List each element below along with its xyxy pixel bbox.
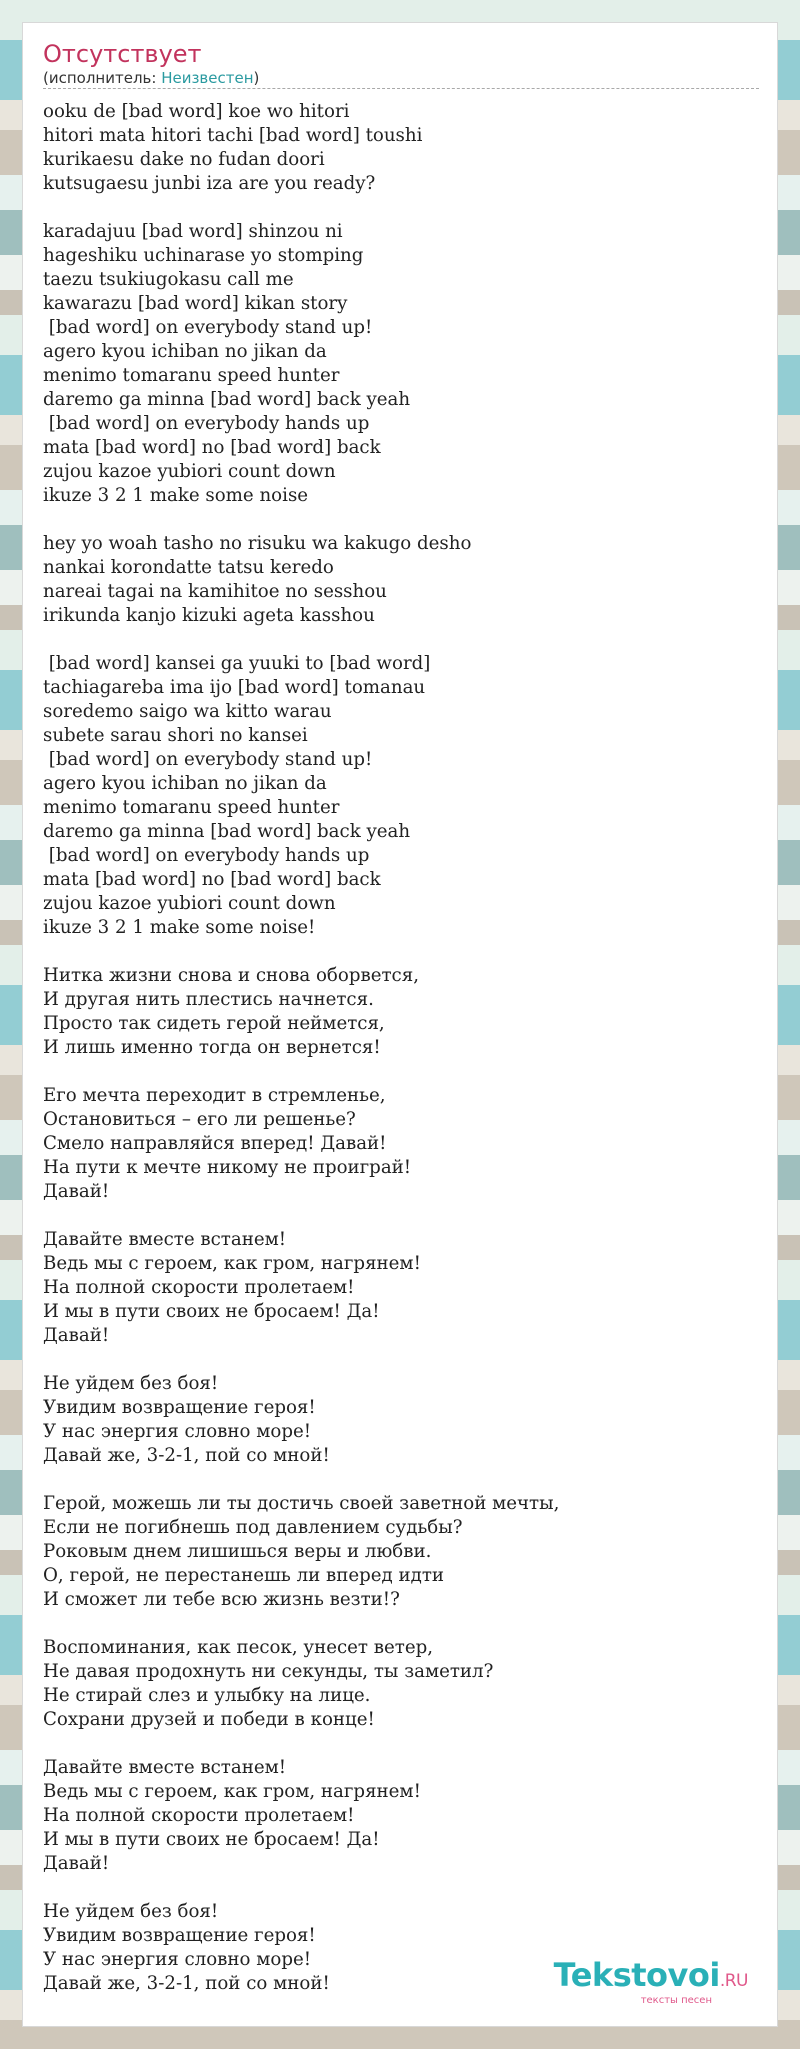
lyrics-stanza — [43, 1636, 759, 1732]
artist-link[interactable]: Неизвестен — [161, 69, 254, 87]
lyrics-line: Просто так сидеть герой неймется, — [43, 1013, 385, 1034]
lyrics-line: Воспоминания, как песок, унесет ветер, — [43, 1637, 434, 1658]
logo-tagline: тексты песен — [640, 1995, 712, 2006]
lyrics-line: nankai korondatte tatsu keredo — [43, 557, 334, 578]
lyrics-line: ikuze 3 2 1 make some noise! — [43, 917, 316, 938]
lyrics-stanza — [43, 220, 759, 508]
lyrics-line: ikuze 3 2 1 make some noise — [43, 485, 309, 506]
lyrics-line: zujou kazoe yubiori count down — [43, 893, 336, 914]
lyrics-line: soredemo saigo wa kitto warau — [43, 701, 332, 722]
lyrics-line: У нас энергия словно море! — [43, 1421, 312, 1442]
lyrics-stanza — [43, 1492, 759, 1612]
lyrics-line: Увидим возвращение героя! — [43, 1397, 316, 1418]
lyrics-line: Давайте вместе встанем! — [43, 1757, 287, 1778]
lyrics-line: Нитка жизни снова и снова оборвется, — [43, 965, 419, 986]
lyrics-line: Герой, можешь ли ты достичь своей заветной мечты, — [43, 1493, 560, 1514]
song-title: Отсутствует — [43, 40, 202, 68]
lyrics-text — [43, 100, 759, 2020]
site-logo[interactable] — [554, 1958, 748, 2006]
artist-prefix: (исполнитель: — [43, 69, 162, 87]
lyrics-line: daremo ga minna [bad word] back yeah — [43, 389, 411, 410]
lyrics-line: Не уйдем без боя! — [43, 1901, 219, 1922]
lyrics-line: kurikaesu dake no fudan doori — [43, 149, 325, 170]
lyrics-stanza — [43, 100, 759, 196]
lyrics-line: Сохрани друзей и победи в конце! — [43, 1709, 375, 1730]
lyrics-stanza — [43, 1372, 759, 1468]
song-header — [43, 40, 759, 89]
lyrics-line: agero kyou ichiban no jikan da — [43, 341, 327, 362]
artist-line — [43, 68, 759, 89]
lyrics-line: [bad word] on everybody hands up — [43, 413, 370, 434]
lyrics-line: Не уйдем без боя! — [43, 1373, 219, 1394]
lyrics-line: menimo tomaranu speed hunter — [43, 365, 340, 386]
lyrics-line: irikunda kanjo kizuki ageta kasshou — [43, 605, 375, 626]
lyrics-line: И другая нить плестись начнется. — [43, 989, 374, 1010]
lyrics-line: И лишь именно тогда он вернется! — [43, 1037, 381, 1058]
lyrics-line: Давай же, 3-2-1, пой со мной! — [43, 1445, 330, 1466]
artist-suffix: ) — [253, 69, 260, 87]
lyrics-line: mata [bad word] no [bad word] back — [43, 437, 381, 458]
lyrics-line: На полной скорости пролетаем! — [43, 1277, 355, 1298]
lyrics-line: ooku de [bad word] koe wo hitori — [43, 101, 350, 122]
lyrics-line: О, герой, не перестанешь ли вперед идти — [43, 1565, 445, 1586]
lyrics-stanza — [43, 1756, 759, 1876]
lyrics-line: Не давая продохнуть ни секунды, ты заметил? — [43, 1661, 494, 1682]
lyrics-line: Смело направляйся вперед! Давай! — [43, 1133, 387, 1154]
lyrics-line: И сможет ли тебе всю жизнь везти!? — [43, 1589, 400, 1610]
lyrics-line: Давай! — [43, 1181, 110, 1202]
lyrics-line: [bad word] on everybody hands up — [43, 845, 370, 866]
lyrics-line: nareai tagai na kamihitoe no sesshou — [43, 581, 387, 602]
lyrics-line: На полной скорости пролетаем! — [43, 1805, 355, 1826]
logo-wordmark — [554, 1958, 748, 1998]
lyrics-line: tachiagareba ima ijo [bad word] tomanau — [43, 677, 426, 698]
lyrics-line: Ведь мы с героем, как гром, нагрянем! — [43, 1781, 421, 1802]
lyrics-line: Роковым днем лишишься веры и любви. — [43, 1541, 432, 1562]
lyrics-line: kutsugaesu junbi iza are you ready? — [43, 173, 376, 194]
lyrics-line: Его мечта переходит в стремленье, — [43, 1085, 386, 1106]
lyrics-line: agero kyou ichiban no jikan da — [43, 773, 327, 794]
lyrics-line: И мы в пути своих не бросаем! Да! — [43, 1829, 380, 1850]
lyrics-stanza — [43, 532, 759, 628]
lyrics-line: Давай же, 3-2-1, пой со мной! — [43, 1973, 330, 1994]
lyrics-line: Давайте вместе встанем! — [43, 1229, 287, 1250]
lyrics-line: mata [bad word] no [bad word] back — [43, 869, 381, 890]
lyrics-stanza — [43, 964, 759, 1060]
lyrics-stanza — [43, 1228, 759, 1348]
lyrics-line: hitori mata hitori tachi [bad word] toushi — [43, 125, 423, 146]
logo-tld: .RU — [719, 1971, 748, 1991]
logo-name: Tekstovoi — [553, 1956, 720, 1994]
lyrics-line: [bad word] kansei ga yuuki to [bad word] — [43, 653, 431, 674]
lyrics-line: karadajuu [bad word] shinzou ni — [43, 221, 343, 242]
lyrics-stanza — [43, 1084, 759, 1204]
lyrics-line: Если не погибнешь под давлением судьбы? — [43, 1517, 463, 1538]
lyrics-line: На пути к мечте никому не проиграй! — [43, 1157, 412, 1178]
lyrics-line: [bad word] on everybody stand up! — [43, 317, 373, 338]
lyrics-card — [22, 22, 778, 2027]
lyrics-line: [bad word] on everybody stand up! — [43, 749, 373, 770]
lyrics-line: subete sarau shori no kansei — [43, 725, 308, 746]
lyrics-line: taezu tsukiugokasu call me — [43, 269, 294, 290]
lyrics-line: Ведь мы с героем, как гром, нагрянем! — [43, 1253, 421, 1274]
lyrics-line: daremo ga minna [bad word] back yeah — [43, 821, 411, 842]
lyrics-stanza — [43, 652, 759, 940]
lyrics-line: zujou kazoe yubiori count down — [43, 461, 336, 482]
lyrics-line: Не стирай слез и улыбку на лице. — [43, 1685, 371, 1706]
lyrics-line: У нас энергия словно море! — [43, 1949, 312, 1970]
lyrics-line: kawarazu [bad word] kikan story — [43, 293, 348, 314]
lyrics-line: Остановиться – его ли решенье? — [43, 1109, 356, 1130]
lyrics-line: hey yo woah tasho no risuku wa kakugo desho — [43, 533, 472, 554]
lyrics-line: Давай! — [43, 1853, 110, 1874]
lyrics-line: И мы в пути своих не бросаем! Да! — [43, 1301, 380, 1322]
lyrics-line: menimo tomaranu speed hunter — [43, 797, 340, 818]
lyrics-line: Давай! — [43, 1325, 110, 1346]
lyrics-line: hageshiku uchinarase yo stomping — [43, 245, 364, 266]
lyrics-line: Увидим возвращение героя! — [43, 1925, 316, 1946]
